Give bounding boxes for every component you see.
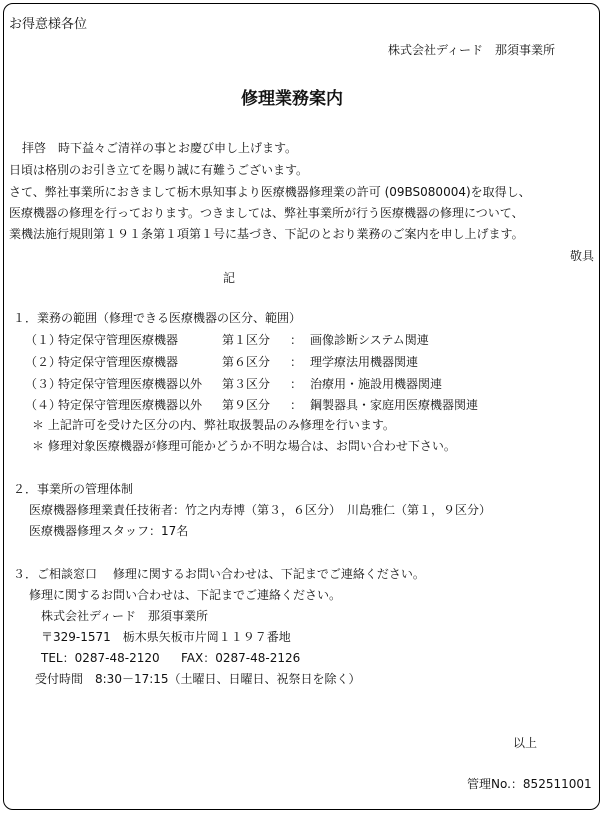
contact-address: 〒329-1571 栃木県矢板市片岡１１９７番地 <box>41 630 291 644</box>
row-separator: ： <box>290 398 303 412</box>
closing-ijou: 以上 <box>513 736 538 750</box>
greeting-line-4: 医療機器の修理を行っております。つきましては、弊社事業所が行う医療機器の修理について、 <box>9 206 524 220</box>
addressee: お得意様各位 <box>9 17 88 32</box>
row-scope: 画像診断システム関連 <box>310 333 429 347</box>
row-scope: 鋼製器具・家庭用医療機器関連 <box>310 398 479 412</box>
contact-intro: 修理に関するお問い合わせは、下記までご連絡ください。 <box>29 588 342 602</box>
ki-marker: 記 <box>223 271 236 285</box>
row-division: 第３区分 <box>222 377 271 391</box>
row-division: 第６区分 <box>222 355 271 369</box>
greeting-line-1: 拝啓 時下益々ご清祥の事とお慶び申し上げます。 <box>22 141 298 155</box>
contact-company: 株式会社ディード 那須事業所 <box>41 609 209 623</box>
section2-heading: ２．事業所の管理体制 <box>13 482 134 496</box>
row-category: 特定保守管理医療機器 <box>58 333 179 347</box>
section3-heading: ３．ご相談窓口 修理に関するお問い合わせは、下記までご連絡ください。 <box>13 567 425 581</box>
greeting-line-3: さて、弊社事業所におきまして栃木県知事より医療機器修理業の許可 (09BS080004)を取得し、 <box>9 185 531 199</box>
contact-fax: FAX：0287-48-2126 <box>181 651 301 665</box>
section1-heading: １．業務の範囲（修理できる医療機器の区分、範囲） <box>13 311 302 325</box>
closing-keigu: 敬具 <box>570 249 595 263</box>
row-scope: 治療用・施設用機器関連 <box>310 377 443 391</box>
row-category: 特定保守管理医療機器以外 <box>58 377 203 391</box>
row-division: 第１区分 <box>222 333 271 347</box>
document-title: 修理業務案内 <box>241 89 343 109</box>
contact-tel: TEL：0287-48-2120 <box>41 651 160 665</box>
responsible-technicians: 医療機器修理業責任技術者：竹之内寿博（第３，６区分） 川島雅仁（第１，９区分） <box>29 503 492 517</box>
scope-note-2: ＊ 修理対象医療機器が修理可能かどうか不明な場合は、お問い合わせ下さい。 <box>32 439 456 453</box>
row-separator: ： <box>290 333 303 347</box>
greeting-line-5: 業機法施行規則第１９１条第１項第１号に基づき、下記のとおり業務のご案内を申し上げます。 <box>9 227 524 241</box>
scope-note-1: ＊ 上記許可を受けた区分の内、弊社取扱製品のみ修理を行います。 <box>32 418 395 432</box>
row-separator: ： <box>290 355 303 369</box>
row-number: （４） <box>25 398 62 412</box>
row-category: 特定保守管理医療機器 <box>58 355 179 369</box>
repair-staff-count: 医療機器修理スタッフ：17名 <box>29 524 189 538</box>
row-scope: 理学療法用機器関連 <box>310 355 419 369</box>
control-number: 管理No.：852511001 <box>467 777 592 791</box>
sender-name: 株式会社ディード 那須事業所 <box>388 43 556 57</box>
row-division: 第９区分 <box>222 398 271 412</box>
greeting-line-2: 日頃は格別のお引き立てを賜り誠に有難うございます。 <box>9 163 309 177</box>
business-hours: 受付時間 8:30－17:15（土曜日、日曜日、祝祭日を除く） <box>35 672 361 686</box>
row-separator: ： <box>290 377 303 391</box>
row-number: （３） <box>25 377 62 391</box>
row-number: （１） <box>25 333 62 347</box>
row-category: 特定保守管理医療機器以外 <box>58 398 203 412</box>
row-number: （２） <box>25 355 62 369</box>
